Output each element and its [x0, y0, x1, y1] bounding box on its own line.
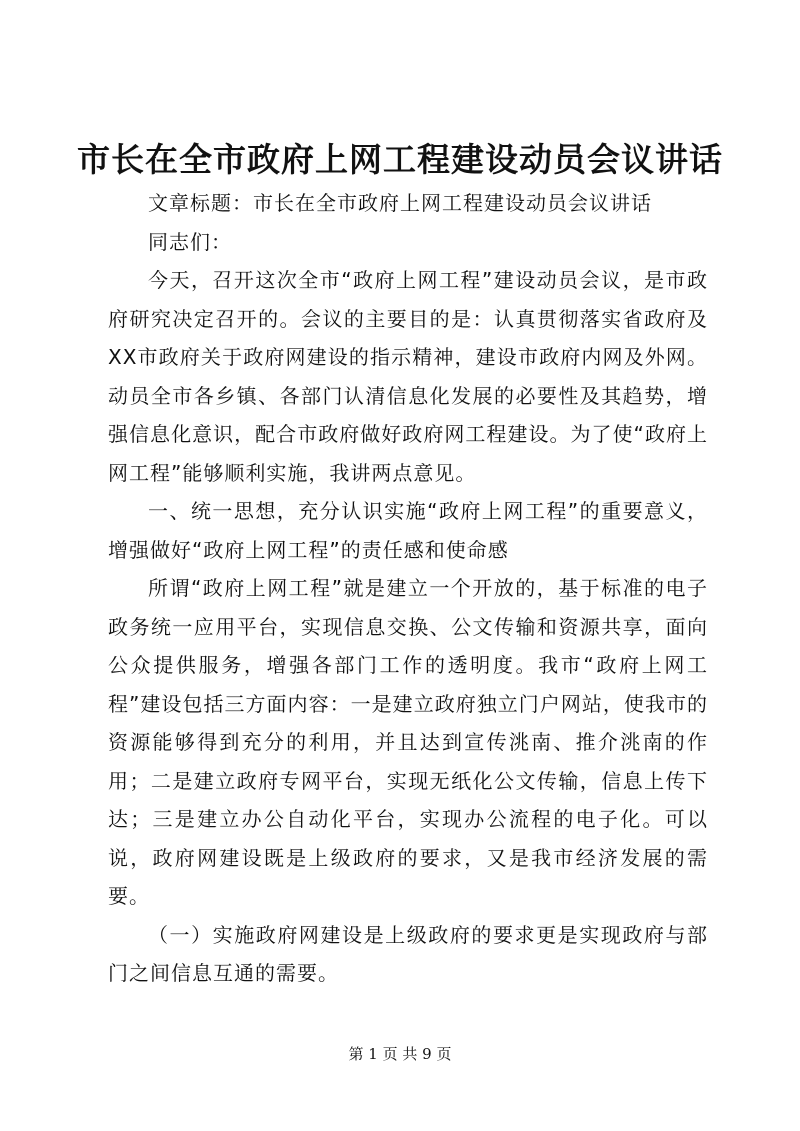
article-title-line: 文章标题：市长在全市政府上网工程建设动员会议讲话: [148, 191, 652, 215]
document-body: [108, 184, 708, 993]
subsection-heading-1: （一）实施政府网建设是上级政府的要求更是实现政府与部门之间信息互通的需要。: [108, 922, 708, 985]
document-title: 市长在全市政府上网工程建设动员会议讲话: [77, 140, 723, 179]
page-number-footer: 第 1 页 共 9 页: [348, 1045, 452, 1063]
paragraph-intro: 今天，召开这次全市“政府上网工程”建设动员会议，是市政府研究决定召开的。会议的主要目的是：认真贯彻落实省政府及XX市政府关于政府网建设的指示精神，建设市政府内网及外网。动员全市各乡镇、各部门认清信息化发展的必要性及其趋势，增强信息化意识，配合市政府做好政府网工程建设。为了使“政府上网工程”能够顺利实施，我讲两点意见。: [108, 268, 708, 485]
section-heading-1: 一、统一思想，充分认识实施“政府上网工程”的重要意义，增强做好“政府上网工程”的责任感和使命感: [108, 499, 708, 562]
salutation: 同志们：: [148, 229, 232, 254]
paragraph-definition: 所谓“政府上网工程”就是建立一个开放的，基于标准的电子政务统一应用平台，实现信息交换、公文传输和资源共享，面向公众提供服务，增强各部门工作的透明度。我市“政府上网工程”建设包括三方面内容：一是建立政府独立门户网站，使我市的资源能够得到充分的利用，并且达到宣传洮南、推介洮南的作用；二是建立政府专网平台，实现无纸化公文传输，信息上传下达；三是建立办公自动化平台，实现办公流程的电子化。可以说，政府网建设既是上级政府的要求，又是我市经济发展的需要。: [108, 576, 708, 908]
